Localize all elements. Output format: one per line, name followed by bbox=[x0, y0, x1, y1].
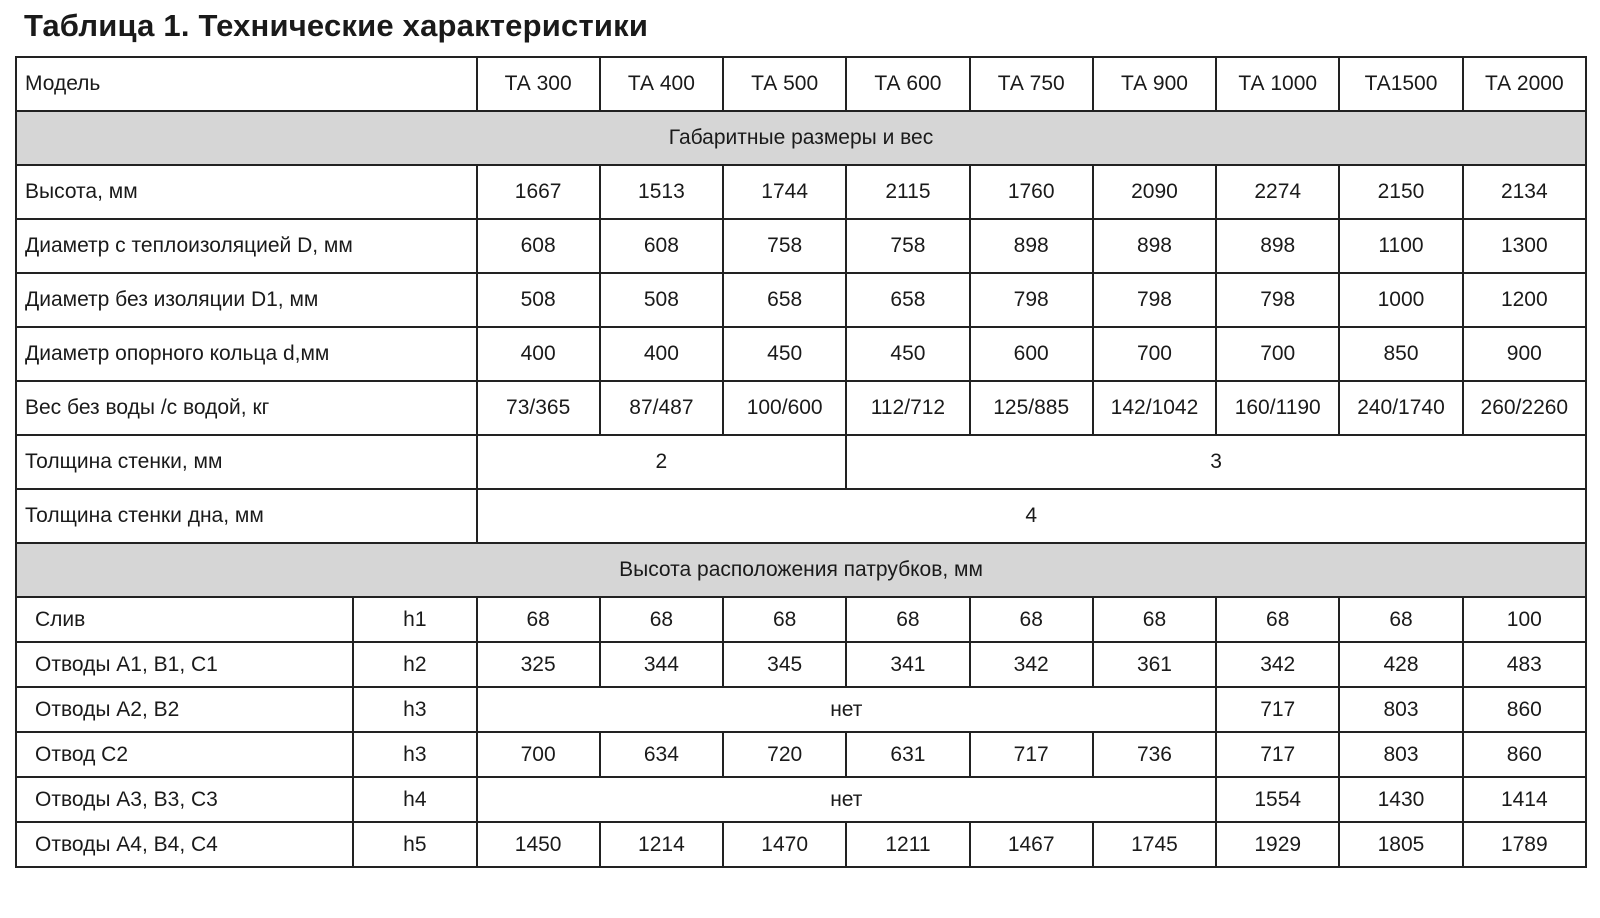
header-row bbox=[16, 57, 1586, 111]
value-cell: 860 bbox=[1463, 732, 1586, 777]
value-cell: 717 bbox=[1216, 687, 1339, 732]
merged-value-cell: 4 bbox=[477, 489, 1587, 543]
row-label: Вес без воды /с водой, кг bbox=[16, 381, 477, 435]
value-cell: 100/600 bbox=[723, 381, 846, 435]
row-label: Толщина стенки дна, мм bbox=[16, 489, 477, 543]
value-cell: 400 bbox=[600, 327, 723, 381]
value-cell: 736 bbox=[1093, 732, 1216, 777]
value-cell: 483 bbox=[1463, 642, 1586, 687]
merged-value-cell: 2 bbox=[477, 435, 847, 489]
value-cell: 1430 bbox=[1339, 777, 1462, 822]
value-cell: 2150 bbox=[1339, 165, 1462, 219]
value-cell: 850 bbox=[1339, 327, 1462, 381]
value-cell: 717 bbox=[1216, 732, 1339, 777]
value-cell: 125/885 bbox=[970, 381, 1093, 435]
value-cell: 344 bbox=[600, 642, 723, 687]
merged-value-cell: 3 bbox=[846, 435, 1586, 489]
header-model-cell: ТА 750 bbox=[970, 57, 1093, 111]
table-row bbox=[16, 732, 1586, 777]
row-code: h3 bbox=[353, 687, 476, 732]
value-cell: 758 bbox=[723, 219, 846, 273]
value-cell: 2115 bbox=[846, 165, 969, 219]
row-label: Отводы А4, В4, С4 bbox=[16, 822, 353, 867]
row-label: Диаметр с теплоизоляцией D, мм bbox=[16, 219, 477, 273]
value-cell: 160/1190 bbox=[1216, 381, 1339, 435]
value-cell: 240/1740 bbox=[1339, 381, 1462, 435]
value-cell: 700 bbox=[477, 732, 600, 777]
value-cell: 608 bbox=[600, 219, 723, 273]
value-cell: 1214 bbox=[600, 822, 723, 867]
value-cell: 634 bbox=[600, 732, 723, 777]
value-cell: 68 bbox=[1216, 597, 1339, 642]
value-cell: 342 bbox=[1216, 642, 1339, 687]
value-cell: 700 bbox=[1216, 327, 1339, 381]
value-cell: 1414 bbox=[1463, 777, 1586, 822]
header-model-cell: ТА 900 bbox=[1093, 57, 1216, 111]
row-code: h3 bbox=[353, 732, 476, 777]
value-cell: 325 bbox=[477, 642, 600, 687]
value-cell: 2274 bbox=[1216, 165, 1339, 219]
value-cell: 898 bbox=[1216, 219, 1339, 273]
value-cell: 68 bbox=[970, 597, 1093, 642]
header-model-cell: ТА 600 bbox=[846, 57, 969, 111]
table-row bbox=[16, 822, 1586, 867]
row-label: Отводы А2, В2 bbox=[16, 687, 353, 732]
value-cell: 1000 bbox=[1339, 273, 1462, 327]
header-model-label: Модель bbox=[16, 57, 477, 111]
row-label: Диаметр опорного кольца d,мм bbox=[16, 327, 477, 381]
section-row bbox=[16, 543, 1586, 597]
value-cell: 1554 bbox=[1216, 777, 1339, 822]
row-label: Диаметр без изоляции D1, мм bbox=[16, 273, 477, 327]
value-cell: 1100 bbox=[1339, 219, 1462, 273]
value-cell: 898 bbox=[1093, 219, 1216, 273]
table-row bbox=[16, 777, 1586, 822]
value-cell: 112/712 bbox=[846, 381, 969, 435]
value-cell: 260/2260 bbox=[1463, 381, 1586, 435]
value-cell: 1744 bbox=[723, 165, 846, 219]
table-row bbox=[16, 273, 1586, 327]
value-cell: 68 bbox=[1093, 597, 1216, 642]
value-cell: 798 bbox=[1093, 273, 1216, 327]
value-cell: 608 bbox=[477, 219, 600, 273]
value-cell: 758 bbox=[846, 219, 969, 273]
value-cell: 450 bbox=[846, 327, 969, 381]
row-label: Слив bbox=[16, 597, 353, 642]
value-cell: 658 bbox=[723, 273, 846, 327]
table-row bbox=[16, 687, 1586, 732]
value-cell: 803 bbox=[1339, 732, 1462, 777]
value-cell: 100 bbox=[1463, 597, 1586, 642]
value-cell: 803 bbox=[1339, 687, 1462, 732]
value-cell: 341 bbox=[846, 642, 969, 687]
header-model-cell: ТА1500 bbox=[1339, 57, 1462, 111]
value-cell: 68 bbox=[477, 597, 600, 642]
value-cell: 450 bbox=[723, 327, 846, 381]
value-cell: 1667 bbox=[477, 165, 600, 219]
section-header-dimensions: Габаритные размеры и вес bbox=[16, 111, 1586, 165]
value-cell: 428 bbox=[1339, 642, 1462, 687]
value-cell: 345 bbox=[723, 642, 846, 687]
value-cell: 1745 bbox=[1093, 822, 1216, 867]
row-label: Отводы А3, В3, С3 bbox=[16, 777, 353, 822]
section-row bbox=[16, 111, 1586, 165]
row-label: Толщина стенки, мм bbox=[16, 435, 477, 489]
value-cell: 400 bbox=[477, 327, 600, 381]
value-cell: 1513 bbox=[600, 165, 723, 219]
header-model-cell: ТА 300 bbox=[477, 57, 600, 111]
table-row bbox=[16, 381, 1586, 435]
merged-value-cell: нет bbox=[477, 777, 1217, 822]
specs-table bbox=[15, 56, 1587, 868]
value-cell: 658 bbox=[846, 273, 969, 327]
header-model-cell: ТА 1000 bbox=[1216, 57, 1339, 111]
value-cell: 68 bbox=[1339, 597, 1462, 642]
table-row bbox=[16, 597, 1586, 642]
value-cell: 798 bbox=[1216, 273, 1339, 327]
value-cell: 68 bbox=[723, 597, 846, 642]
value-cell: 900 bbox=[1463, 327, 1586, 381]
value-cell: 342 bbox=[970, 642, 1093, 687]
value-cell: 631 bbox=[846, 732, 969, 777]
row-code: h4 bbox=[353, 777, 476, 822]
row-code: h2 bbox=[353, 642, 476, 687]
value-cell: 1789 bbox=[1463, 822, 1586, 867]
value-cell: 860 bbox=[1463, 687, 1586, 732]
table-row bbox=[16, 642, 1586, 687]
value-cell: 508 bbox=[477, 273, 600, 327]
value-cell: 717 bbox=[970, 732, 1093, 777]
value-cell: 1200 bbox=[1463, 273, 1586, 327]
table-row bbox=[16, 435, 1586, 489]
value-cell: 1470 bbox=[723, 822, 846, 867]
value-cell: 2134 bbox=[1463, 165, 1586, 219]
merged-value-cell: нет bbox=[477, 687, 1217, 732]
row-label: Высота, мм bbox=[16, 165, 477, 219]
section-header-nozzles: Высота расположения патрубков, мм bbox=[16, 543, 1586, 597]
table-row bbox=[16, 489, 1586, 543]
table-row bbox=[16, 327, 1586, 381]
row-code: h1 bbox=[353, 597, 476, 642]
value-cell: 798 bbox=[970, 273, 1093, 327]
value-cell: 68 bbox=[846, 597, 969, 642]
header-model-cell: ТА 500 bbox=[723, 57, 846, 111]
value-cell: 1300 bbox=[1463, 219, 1586, 273]
value-cell: 68 bbox=[600, 597, 723, 642]
table-row bbox=[16, 219, 1586, 273]
value-cell: 1929 bbox=[1216, 822, 1339, 867]
row-label: Отводы А1, В1, С1 bbox=[16, 642, 353, 687]
value-cell: 73/365 bbox=[477, 381, 600, 435]
header-model-cell: ТА 400 bbox=[600, 57, 723, 111]
value-cell: 142/1042 bbox=[1093, 381, 1216, 435]
value-cell: 1211 bbox=[846, 822, 969, 867]
value-cell: 508 bbox=[600, 273, 723, 327]
value-cell: 700 bbox=[1093, 327, 1216, 381]
value-cell: 600 bbox=[970, 327, 1093, 381]
page-title: Таблица 1. Технические характеристики bbox=[24, 8, 649, 43]
value-cell: 1760 bbox=[970, 165, 1093, 219]
table-row bbox=[16, 165, 1586, 219]
value-cell: 898 bbox=[970, 219, 1093, 273]
row-code: h5 bbox=[353, 822, 476, 867]
value-cell: 720 bbox=[723, 732, 846, 777]
value-cell: 1467 bbox=[970, 822, 1093, 867]
value-cell: 1805 bbox=[1339, 822, 1462, 867]
row-label: Отвод С2 bbox=[16, 732, 353, 777]
value-cell: 1450 bbox=[477, 822, 600, 867]
value-cell: 2090 bbox=[1093, 165, 1216, 219]
value-cell: 87/487 bbox=[600, 381, 723, 435]
value-cell: 361 bbox=[1093, 642, 1216, 687]
header-model-cell: ТА 2000 bbox=[1463, 57, 1586, 111]
